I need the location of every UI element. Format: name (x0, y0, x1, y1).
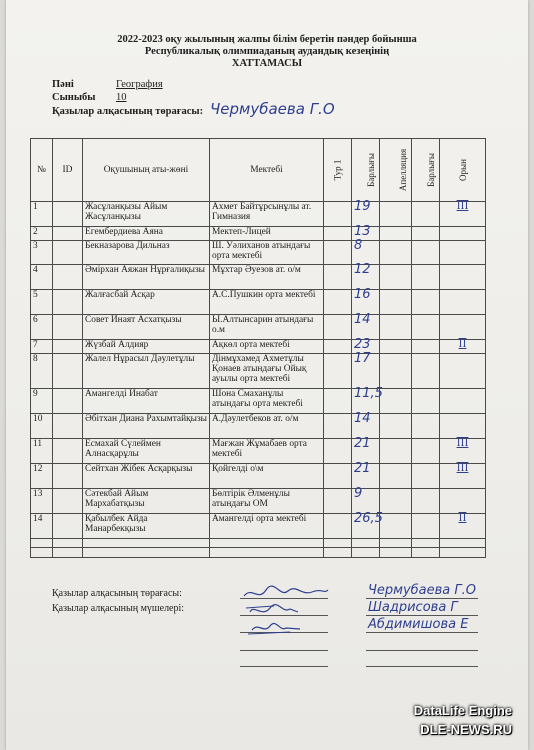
row-place (440, 240, 486, 265)
row-total-2 (412, 240, 440, 265)
row-total-2 (412, 353, 440, 388)
watermark-line-1: DataLife Engine (413, 703, 512, 718)
table-row (31, 439, 486, 464)
subject-value: География (116, 79, 163, 90)
row-total-2 (412, 464, 440, 489)
row-number: 7 (31, 340, 53, 354)
row-id (53, 240, 83, 265)
empty-cell (380, 548, 412, 558)
row-student-name: Сәтекбай Айым Мархабатқызы (83, 489, 210, 514)
table-row-empty (31, 539, 486, 548)
row-place: III (440, 464, 486, 489)
row-appeal (380, 226, 412, 240)
row-school: Қойгелді о\м (210, 464, 324, 489)
empty-cell (83, 539, 210, 548)
row-school: Мұхтар Әуезов ат. о/м (210, 265, 324, 290)
header-line-1: 2022-2023 оқу жылының жалпы білім беретін пәндер бойынша (117, 34, 417, 45)
row-total-score: 14 (352, 414, 380, 439)
empty-cell (352, 548, 380, 558)
row-number: 6 (31, 315, 53, 340)
empty-cell (380, 539, 412, 548)
row-total-score: 17 (352, 353, 380, 388)
row-total-2 (412, 514, 440, 539)
row-round1 (324, 389, 352, 414)
handwritten-signatures (240, 582, 332, 640)
name-line-2 (366, 615, 478, 616)
row-appeal (380, 240, 412, 265)
empty-cell (53, 539, 83, 548)
row-total-score: 9 (352, 489, 380, 514)
signature-line-5 (240, 666, 328, 667)
row-total-score: 13 (352, 226, 380, 240)
col-header-number: № (31, 139, 53, 202)
footer-name-2: Шадрисова Г (368, 600, 458, 615)
row-id (53, 489, 83, 514)
footer-chair-label: Қазылар алқасының төрағасы: (52, 588, 182, 599)
row-id (53, 315, 83, 340)
row-appeal (380, 489, 412, 514)
signature-line-4 (240, 650, 328, 651)
row-school: Мағжан Жұмабаев орта мектебі (210, 439, 324, 464)
row-round1 (324, 414, 352, 439)
col-header-total (352, 139, 380, 202)
row-student-name: Әбітхан Диана Рахымтайқызы (83, 414, 210, 439)
row-total-score: 16 (352, 290, 380, 315)
row-total-score: 21 (352, 439, 380, 464)
subject-label: Пәні (52, 79, 74, 90)
row-number: 12 (31, 464, 53, 489)
row-total-2 (412, 389, 440, 414)
table-row (31, 265, 486, 290)
row-appeal (380, 514, 412, 539)
row-place (440, 290, 486, 315)
row-id (53, 414, 83, 439)
empty-cell (412, 539, 440, 548)
row-student-name: Егембердиева Аяна (83, 226, 210, 240)
empty-cell (53, 548, 83, 558)
name-line-3 (366, 632, 478, 633)
table-row (31, 514, 486, 539)
row-school: Ы.Алтынсарин атындағы о.м (210, 315, 324, 340)
row-round1 (324, 514, 352, 539)
row-student-name: Жалғасбай Асқар (83, 290, 210, 315)
table-row (31, 464, 486, 489)
row-id (53, 202, 83, 227)
col-header-place (440, 139, 486, 202)
empty-cell (324, 548, 352, 558)
grade-value: 10 (116, 92, 127, 103)
empty-cell (440, 539, 486, 548)
empty-cell (210, 539, 324, 548)
row-total-2 (412, 414, 440, 439)
row-student-name: Совет Инаят Асхатқызы (83, 315, 210, 340)
row-number: 11 (31, 439, 53, 464)
row-place: II (440, 340, 486, 354)
row-total-score: 14 (352, 315, 380, 340)
row-total-score: 23 (352, 340, 380, 354)
row-total-score: 11,5 (352, 389, 380, 414)
row-appeal (380, 389, 412, 414)
row-total-2 (412, 315, 440, 340)
empty-cell (440, 548, 486, 558)
row-round1 (324, 290, 352, 315)
footer-name-1: Чермубаева Г.О (368, 583, 477, 598)
empty-cell (83, 548, 210, 558)
empty-cell (352, 539, 380, 548)
row-school: Шона Смаханұлы атындағы орта мектебі (210, 389, 324, 414)
row-student-name: Қабылбек Айда Манарбекқызы (83, 514, 210, 539)
row-id (53, 439, 83, 464)
row-place (440, 265, 486, 290)
row-round1 (324, 226, 352, 240)
row-school: Мектеп-Лицей (210, 226, 324, 240)
header-title: ХАТТАМАСЫ (231, 58, 303, 69)
row-round1 (324, 240, 352, 265)
row-id (53, 514, 83, 539)
row-total-score: 21 (352, 464, 380, 489)
row-place (440, 389, 486, 414)
row-total-2 (412, 202, 440, 227)
row-round1 (324, 489, 352, 514)
table-row (31, 489, 486, 514)
row-total-score: 12 (352, 265, 380, 290)
row-id (53, 226, 83, 240)
name-line-1 (366, 598, 478, 599)
row-appeal (380, 414, 412, 439)
row-round1 (324, 315, 352, 340)
empty-cell (412, 548, 440, 558)
empty-cell (324, 539, 352, 548)
row-number: 4 (31, 265, 53, 290)
row-place: III (440, 202, 486, 227)
row-number: 9 (31, 389, 53, 414)
table-row (31, 315, 486, 340)
row-round1 (324, 202, 352, 227)
col-header-total-text: Барлығы (365, 152, 376, 187)
row-number: 10 (31, 414, 53, 439)
chair-handwritten-name: Чермубаева Г.О (210, 100, 335, 118)
col-header-student-name: Оқушының аты-жөні (83, 139, 210, 202)
col-header-total-2-text: Барлығы (425, 152, 436, 187)
table-row (31, 226, 486, 240)
row-number: 1 (31, 202, 53, 227)
watermark-line-2: DLE-NEWS.RU (420, 722, 512, 737)
row-appeal (380, 202, 412, 227)
row-total-2 (412, 226, 440, 240)
col-header-total-2 (412, 139, 440, 202)
row-appeal (380, 464, 412, 489)
table-row (31, 240, 486, 265)
name-line-4 (366, 650, 478, 651)
row-total-2 (412, 489, 440, 514)
row-student-name: Жүзбай Алдияр (83, 340, 210, 354)
row-student-name: Әмірхан Аяжан Нұрғалиқызы (83, 265, 210, 290)
row-id (53, 290, 83, 315)
row-student-name: Жалел Нұрасыл Дәулетұлы (83, 353, 210, 388)
row-school: Ш. Уәлиханов атындағы орта мектебі (210, 240, 324, 265)
row-school: А.С.Пушкин орта мектебі (210, 290, 324, 315)
grade-label: Сыныбы (52, 92, 96, 103)
row-place (440, 414, 486, 439)
row-id (53, 353, 83, 388)
row-round1 (324, 439, 352, 464)
row-school: Бөлтірік Әлменұлы атындағы ОМ (210, 489, 324, 514)
row-id (53, 389, 83, 414)
chair-label: Қазылар алқасының төрағасы: (52, 106, 204, 117)
row-number: 13 (31, 489, 53, 514)
row-school: Ақкөл орта мектебі (210, 340, 324, 354)
row-student-name: Сейтхан Жібек Асқарқызы (83, 464, 210, 489)
row-place (440, 353, 486, 388)
col-header-school: Мектебі (210, 139, 324, 202)
footer-members-label: Қазылар алқасының мүшелері: (52, 603, 185, 614)
row-appeal (380, 265, 412, 290)
name-line-5 (366, 666, 478, 667)
table-row (31, 290, 486, 315)
row-place (440, 489, 486, 514)
header-line-2: Республикалық олимпиаданың аудандық кезеңінің (144, 46, 390, 57)
col-header-id: ID (53, 139, 83, 202)
row-round1 (324, 340, 352, 354)
table-row (31, 389, 486, 414)
row-school: Амангелді орта мектебі (210, 514, 324, 539)
col-header-appeal (380, 139, 412, 202)
col-header-place-text: Орын (457, 158, 468, 181)
row-student-name: Жасұланқызы Айым Жасұланқызы (83, 202, 210, 227)
row-appeal (380, 353, 412, 388)
row-id (53, 340, 83, 354)
results-table (30, 138, 486, 558)
row-total-2 (412, 265, 440, 290)
row-student-name: Бекназарова Дильназ (83, 240, 210, 265)
row-school: Ахмет Байтұрсынұлы ат. Гимназия (210, 202, 324, 227)
row-student-name: Амангелді Инабат (83, 389, 210, 414)
row-school: А.Дәулетбеков ат. о/м (210, 414, 324, 439)
table-row-empty (31, 548, 486, 558)
row-appeal (380, 315, 412, 340)
row-total-score: 8 (352, 240, 380, 265)
table-header-row (31, 139, 486, 202)
footer-name-3: Абдимишова Е (368, 617, 469, 632)
empty-cell (210, 548, 324, 558)
row-number: 2 (31, 226, 53, 240)
row-round1 (324, 265, 352, 290)
row-total-2 (412, 340, 440, 354)
row-round1 (324, 464, 352, 489)
col-header-round1 (324, 139, 352, 202)
table-row (31, 353, 486, 388)
row-total-2 (412, 439, 440, 464)
col-header-appeal-text: Апелляция (398, 148, 409, 191)
row-number: 3 (31, 240, 53, 265)
row-total-score: 19 (352, 202, 380, 227)
row-number: 14 (31, 514, 53, 539)
row-school: Дінмұхамед Ахметұлы Қонаев атындағы Ойық ауылы орта мектебі (210, 353, 324, 388)
row-total-score: 26,5 (352, 514, 380, 539)
row-appeal (380, 340, 412, 354)
row-total-2 (412, 290, 440, 315)
table-row (31, 340, 486, 354)
row-place: III (440, 439, 486, 464)
row-appeal (380, 439, 412, 464)
row-place: II (440, 514, 486, 539)
row-number: 5 (31, 290, 53, 315)
row-id (53, 464, 83, 489)
col-header-round1-text: Тур 1 (332, 159, 343, 180)
empty-cell (31, 539, 53, 548)
row-student-name: Есмахай Сүлеймен Алнасқарұлы (83, 439, 210, 464)
row-place (440, 315, 486, 340)
row-id (53, 265, 83, 290)
row-appeal (380, 290, 412, 315)
table-row (31, 202, 486, 227)
table-row (31, 414, 486, 439)
row-number: 8 (31, 353, 53, 388)
empty-cell (31, 548, 53, 558)
row-place (440, 226, 486, 240)
row-round1 (324, 353, 352, 388)
